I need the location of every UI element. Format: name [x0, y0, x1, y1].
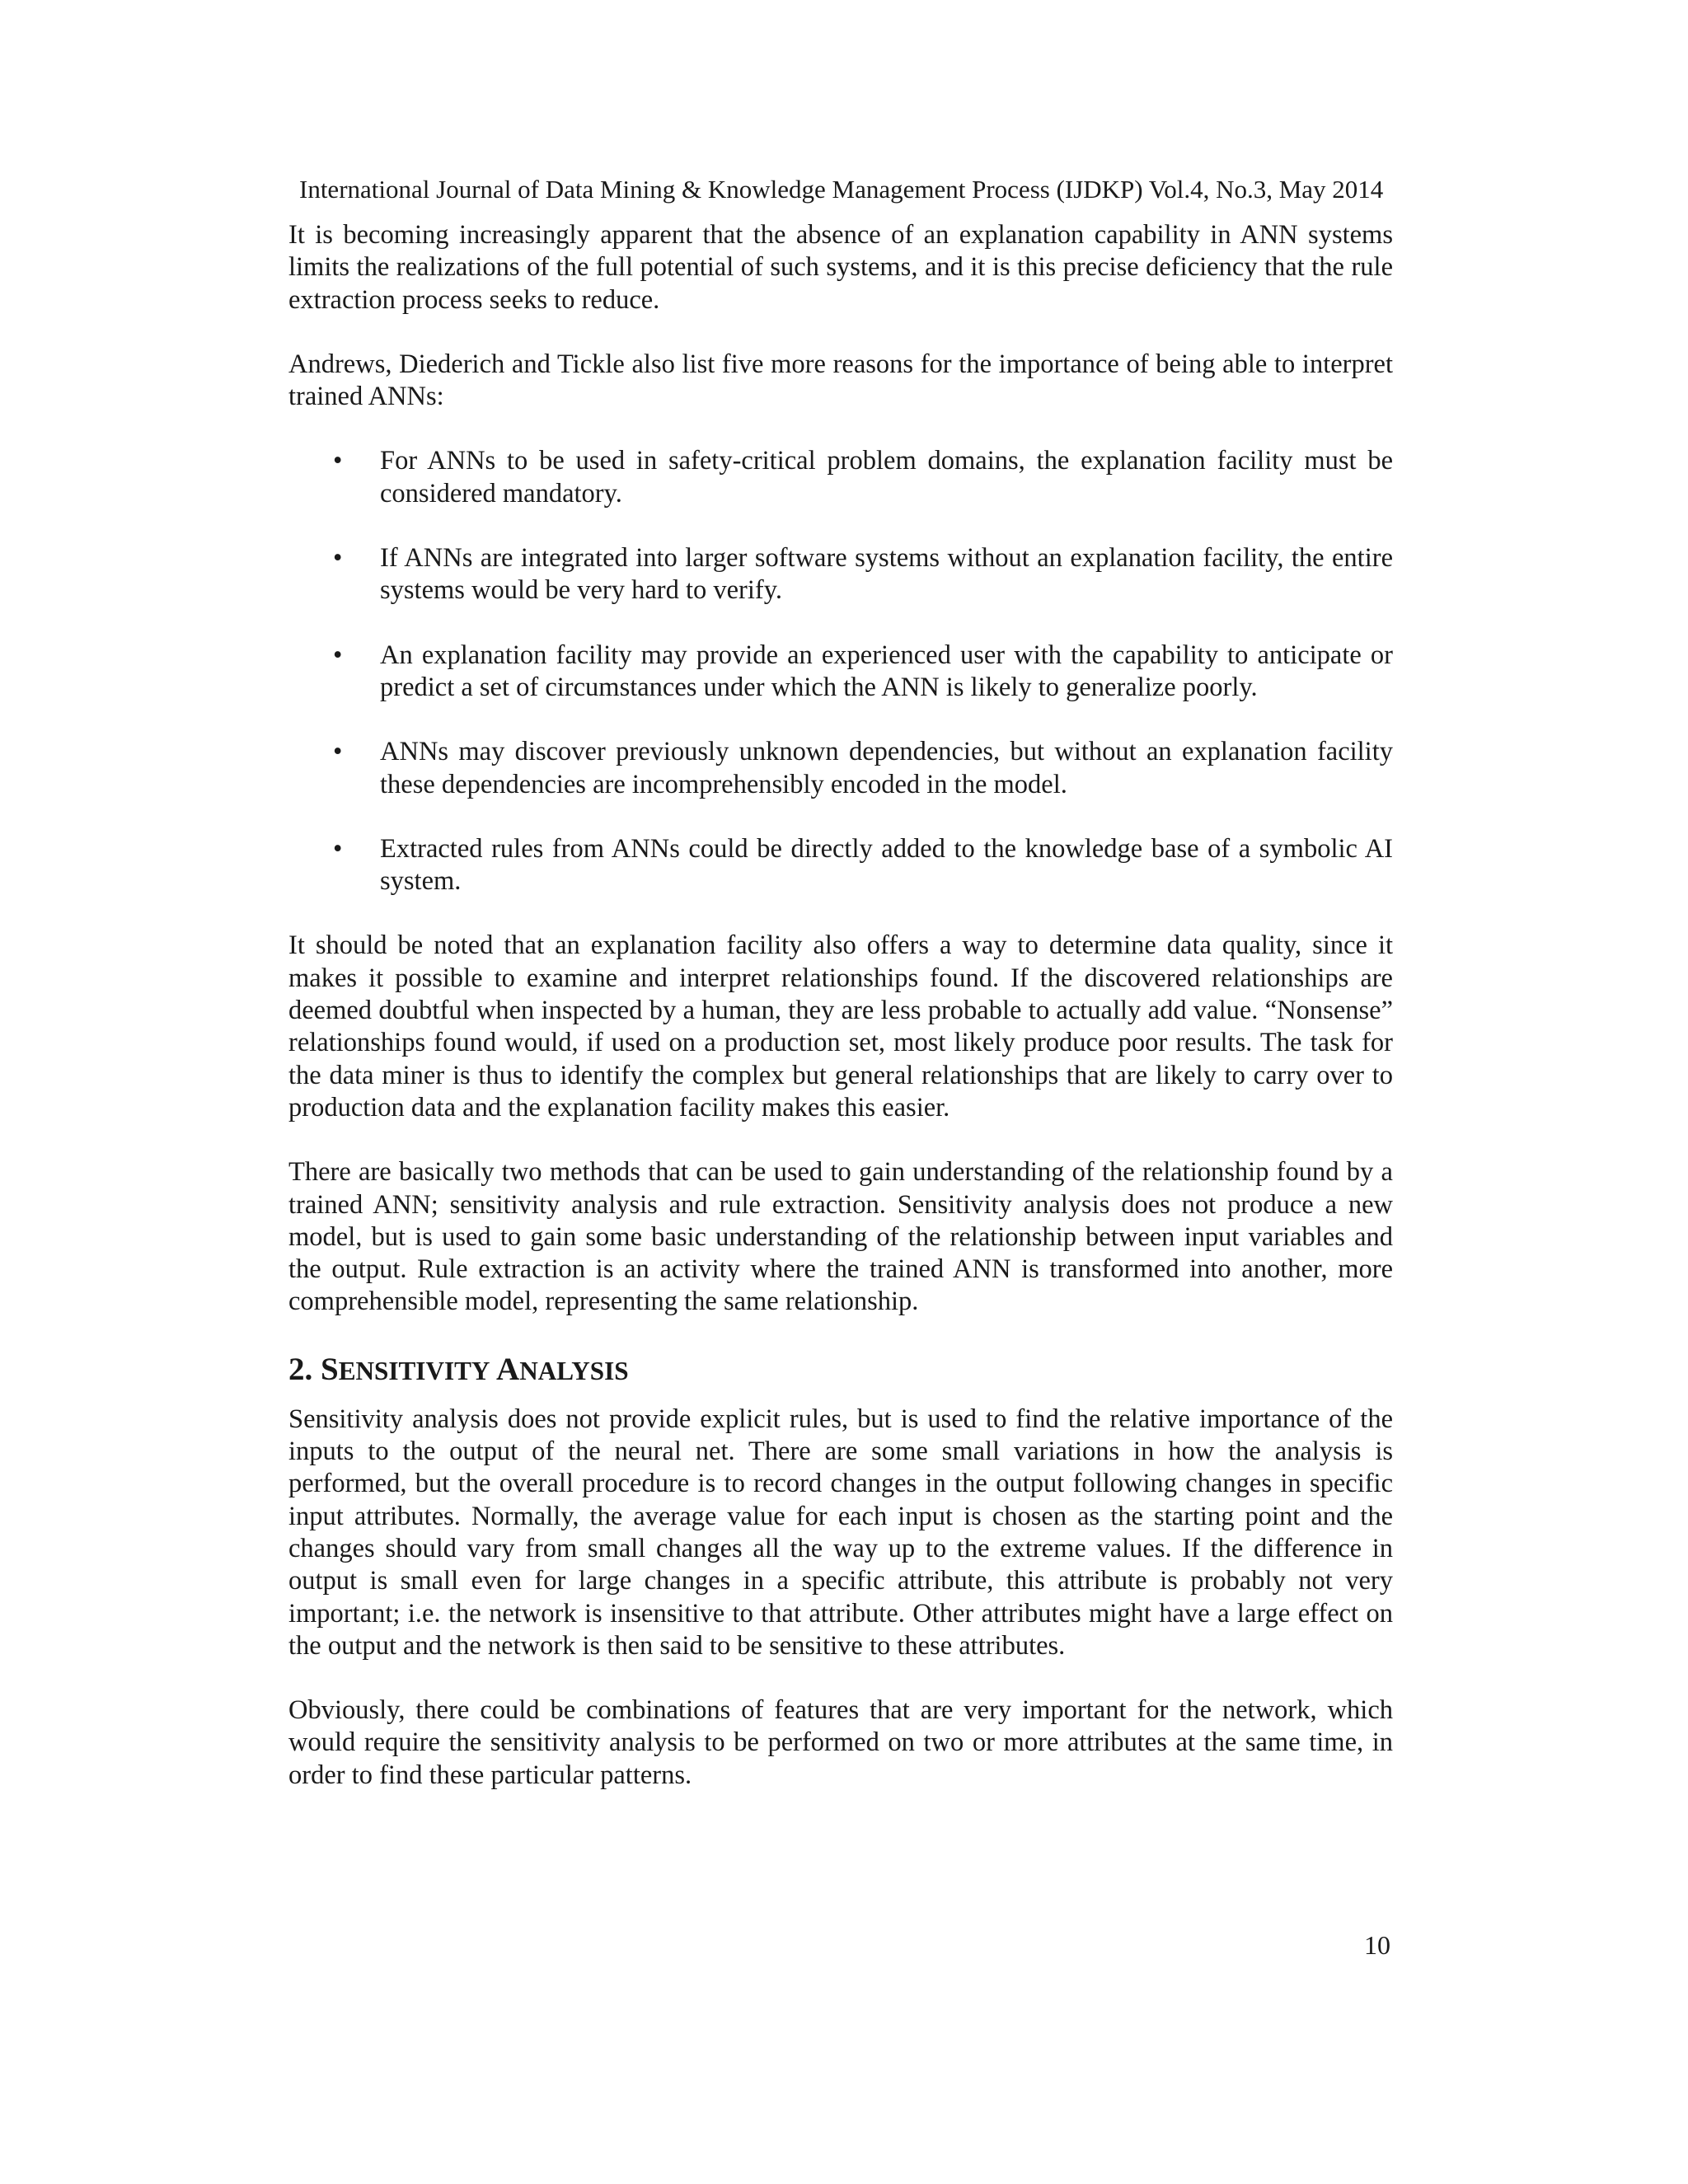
- body-paragraph: There are basically two methods that can be used to gain understanding of the relationship found by a trained ANN; sensitivity analysis and rule extraction. Sensitivity analysis does not produce a new model, but is used to gain some basic understanding of the relationship between input variables and the output. Rule extraction is an activity where the trained ANN is transformed into another, more comprehensible model, representing the same relationship.: [288, 1157, 1393, 1317]
- section-title-initial: A: [496, 1351, 520, 1387]
- list-item-text: Extracted rules from ANNs could be directly added to the knowledge base of a symbolic AI system.: [380, 833, 1393, 897]
- bullet-icon: •: [333, 446, 343, 476]
- list-item-text: ANNs may discover previously unknown dependencies, but without an explanation facility these dependencies are incomprehensibly encoded in the model.: [380, 737, 1393, 799]
- list-item: [288, 833, 1393, 898]
- body-paragraph: It should be noted that an explanation facility also offers a way to determine data quality, since it makes it possible to examine and interpret relationships found. If the discovered relationships are deemed doubtful when inspected by a human, they are less probable to actually add value. “Nonsense” relationships found would, if used on a production set, most likely produce poor results. The task for the data miner is thus to identify the complex but general relationships that are likely to carry over to production data and the explanation facility makes this easier.: [288, 930, 1393, 1122]
- section-number: 2.: [288, 1351, 313, 1387]
- section-title-rest: ENSITIVITY: [338, 1356, 490, 1385]
- page-body: [288, 219, 1393, 1824]
- body-paragraph: It is becoming increasingly apparent that the absence of an explanation capability in ANN systems limits the realizations of the full potential of such systems, and it is this precise deficiency that the rule extraction process seeks to reduce.: [288, 220, 1393, 315]
- page-number: 10: [1364, 1930, 1390, 1960]
- section-title-initial: S: [321, 1351, 339, 1387]
- list-item-text: An explanation facility may provide an experienced user with the capability to anticipate or predict a set of circumstances under which the ANN is likely to generalize poorly.: [380, 640, 1393, 702]
- list-item: [288, 736, 1393, 801]
- reasons-list: [288, 445, 1393, 898]
- bullet-icon: •: [333, 543, 343, 574]
- body-paragraph: Obviously, there could be combinations of features that are very important for the network, which would require the sensitivity analysis to be performed on two or more attributes at the same time, in order to find these particular patterns.: [288, 1695, 1393, 1790]
- list-item: [288, 542, 1393, 607]
- bullet-icon: •: [333, 737, 343, 767]
- body-paragraph: Sensitivity analysis does not provide explicit rules, but is used to find the relative importance of the inputs to the output of the neural net. There are some small variations in how the analysis is performed, but the overall procedure is to record changes in the output following changes in specific input attributes. Normally, the average value for each input is chosen as the starting point and the changes should vary from small changes all the way up to the extreme values. If the difference in output is small even for large changes in a specific attribute, this attribute is probably not very important; i.e. the network is insensitive to that attribute. Other attributes might have a large effect on the output and the network is then said to be sensitive to these attributes.: [288, 1404, 1393, 1661]
- list-item: [288, 445, 1393, 510]
- list-item-text: For ANNs to be used in safety-critical problem domains, the explanation facility must be considered mandatory.: [380, 446, 1393, 509]
- section-title-rest: NALYSIS: [519, 1356, 629, 1385]
- list-item: [288, 640, 1393, 705]
- list-item-text: If ANNs are integrated into larger software systems without an explanation facility, the entire systems would be very hard to verify.: [380, 543, 1393, 606]
- running-header: International Journal of Data Mining & Knowledge Management Process (IJDKP) Vol.4, No.3, May 2014: [299, 175, 1384, 204]
- bullet-icon: •: [333, 640, 343, 670]
- bullet-icon: •: [333, 833, 343, 864]
- section-heading: [288, 1351, 1393, 1390]
- body-paragraph: Andrews, Diederich and Tickle also list five more reasons for the importance of being able to interpret trained ANNs:: [288, 349, 1393, 412]
